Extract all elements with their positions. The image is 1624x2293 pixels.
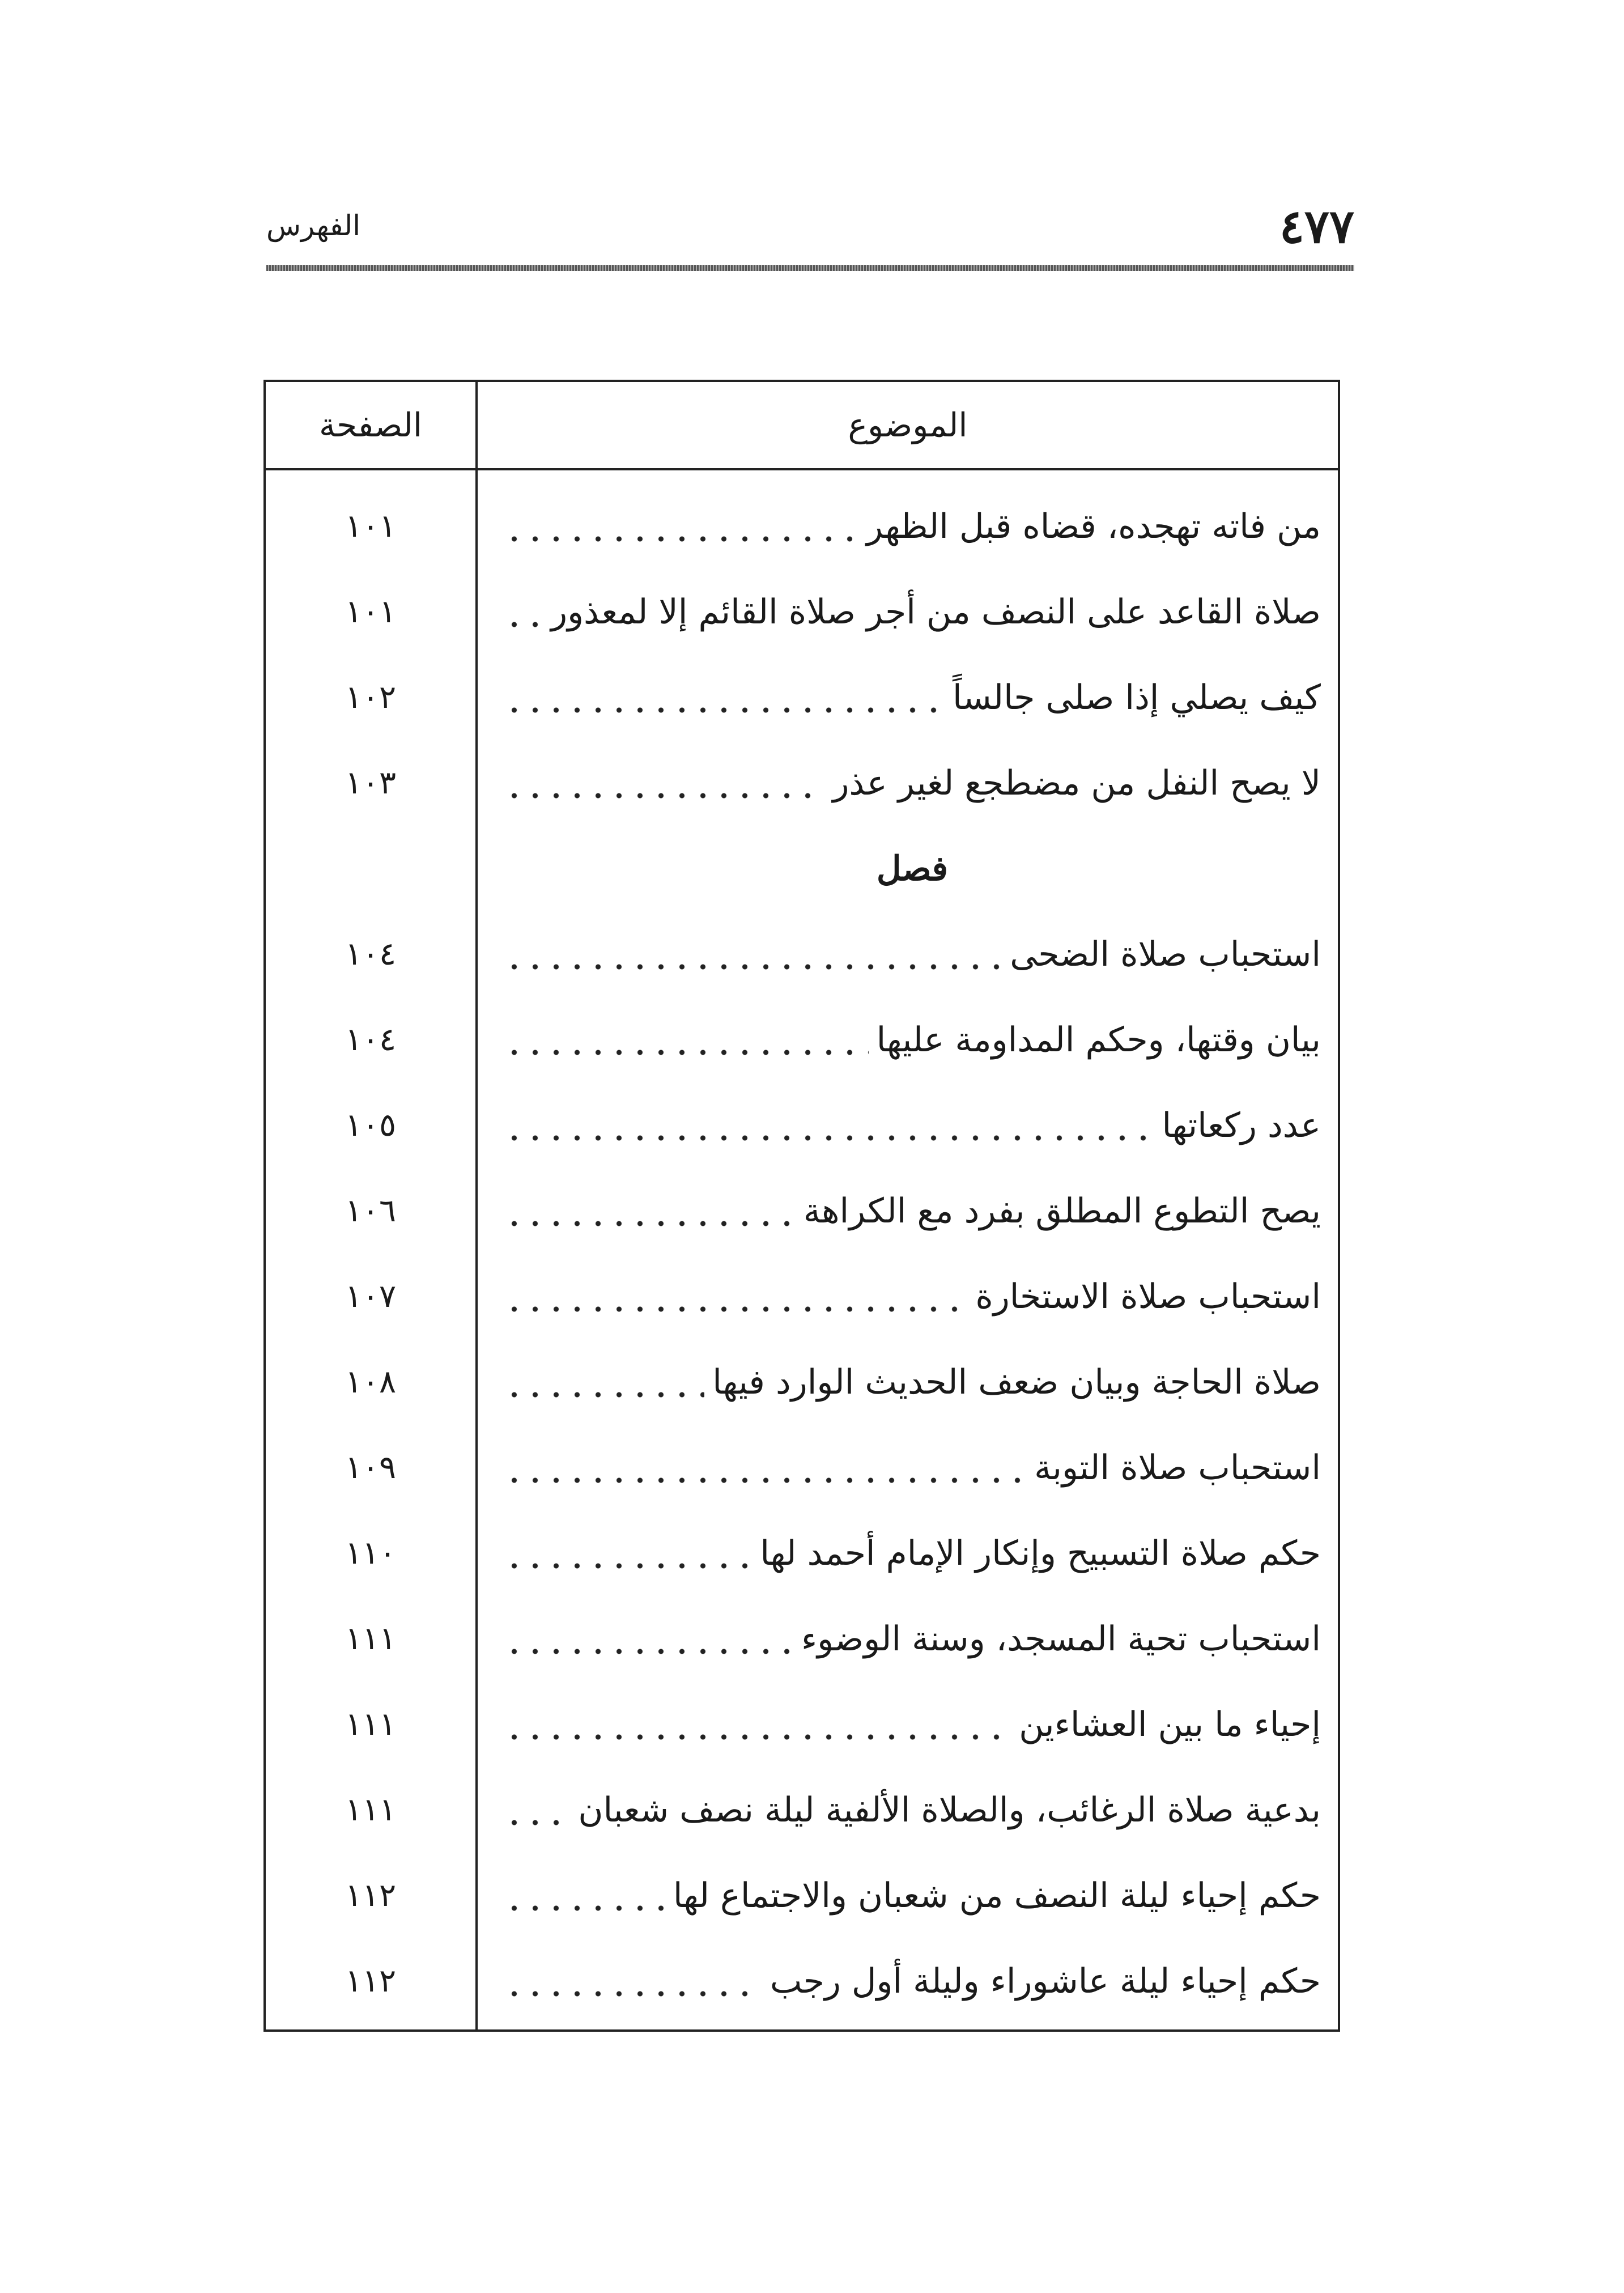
topic-cell	[504, 1440, 1321, 1496]
page-number: ٤٧٧	[1279, 199, 1354, 254]
index-table	[263, 380, 1340, 2032]
topic-column-header: الموضوع	[848, 406, 968, 444]
page-cell: ١١٢	[345, 1963, 397, 1999]
table-row	[266, 926, 1338, 1012]
topic-text: عدد ركعاتها	[1162, 1106, 1321, 1145]
topic-text: صلاة الحاجة وبيان ضعف الحديث الوارد فيها	[712, 1362, 1321, 1402]
table-row	[266, 1354, 1338, 1440]
page-cell: ١٠٦	[345, 1192, 397, 1229]
dot-leader	[504, 1561, 752, 1570]
header-rule	[266, 265, 1354, 271]
page-cell: ١١١	[345, 1620, 397, 1657]
page-cell: ١٠٤	[345, 1021, 397, 1058]
dot-leader	[504, 534, 858, 543]
dot-leader	[504, 1219, 796, 1228]
topic-text: إحياء ما بين العشاءين	[1019, 1705, 1321, 1744]
topic-cell	[504, 1354, 1321, 1411]
table-row	[266, 1867, 1338, 1953]
dot-leader	[504, 962, 1002, 971]
topic-cell	[504, 584, 1321, 640]
page-cell: ١١١	[345, 1791, 397, 1828]
table-row	[266, 584, 1338, 669]
topic-cell	[504, 498, 1321, 555]
topic-cell	[504, 926, 1321, 983]
page-cell: ١٠٥	[345, 1107, 397, 1144]
page-cell: ١٠٣	[345, 765, 397, 801]
table-row	[266, 1183, 1338, 1268]
dot-leader	[504, 1390, 704, 1399]
topic-text: يصح التطوع المطلق بفرد مع الكراهة	[803, 1191, 1321, 1231]
topic-cell	[504, 1268, 1321, 1325]
topic-text: استحباب صلاة الضحى	[1010, 935, 1321, 974]
page-cell: ١١٠	[345, 1535, 397, 1572]
topic-cell	[504, 1696, 1321, 1753]
topic-text: من فاته تهجده، قضاه قبل الظهر	[866, 507, 1321, 546]
topic-cell	[504, 1012, 1321, 1068]
table-row	[266, 669, 1338, 755]
page-cell: ١٠١	[345, 593, 397, 630]
table-row	[266, 1440, 1338, 1525]
index-rows	[266, 498, 1338, 2039]
section-title: الفهرس	[266, 209, 361, 242]
table-row	[266, 1525, 1338, 1611]
topic-cell	[504, 1953, 1321, 2010]
table-header-row	[266, 382, 1338, 470]
topic-text: حكم إحياء ليلة النصف من شعبان والاجتماع لها	[673, 1876, 1321, 1916]
table-row	[266, 1696, 1338, 1782]
dot-leader	[504, 1305, 967, 1314]
topic-cell	[504, 1183, 1321, 1239]
page-cell: ١٠٨	[345, 1364, 397, 1400]
dot-leader	[504, 1647, 793, 1656]
topic-cell	[504, 1782, 1321, 1838]
dot-leader	[504, 1048, 869, 1057]
table-row	[266, 1782, 1338, 1867]
dot-leader	[504, 1989, 762, 1998]
page-cell: ١٠٢	[345, 679, 397, 716]
page-cell: ١٠١	[345, 508, 397, 545]
topic-cell	[504, 669, 1321, 726]
dot-leader	[504, 1733, 1011, 1742]
section-heading: فصل	[876, 849, 949, 889]
table-row	[266, 1953, 1338, 2039]
topic-text: صلاة القاعد على النصف من أجر صلاة القائم إلا لمعذور	[551, 592, 1321, 632]
topic-cell	[504, 1525, 1321, 1582]
table-row	[266, 1611, 1338, 1696]
page-cell	[266, 840, 475, 897]
page-cell: ١١٢	[345, 1877, 397, 1914]
topic-text: حكم إحياء ليلة عاشوراء وليلة أول رجب	[770, 1961, 1321, 2001]
dot-leader	[504, 706, 945, 715]
page-header	[266, 198, 1354, 278]
dot-leader	[504, 620, 543, 629]
topic-text: لا يصح النفل من مضطجع لغير عذر	[832, 763, 1321, 803]
page-cell: ١٠٩	[345, 1449, 397, 1486]
dot-leader	[504, 1904, 665, 1913]
topic-text: كيف يصلي إذا صلى جالساً	[952, 678, 1321, 717]
topic-text: بدعية صلاة الرغائب، والصلاة الألفية ليلة نصف شعبان	[578, 1790, 1321, 1830]
section-heading-row	[266, 840, 1338, 926]
topic-text: بيان وقتها، وحكم المداومة عليها	[876, 1020, 1321, 1060]
dot-leader	[504, 1476, 1026, 1485]
topic-cell	[504, 840, 1321, 897]
table-row	[266, 1012, 1338, 1097]
page-cell: ١٠٤	[345, 936, 397, 973]
table-row	[266, 1268, 1338, 1354]
page-column-header: الصفحة	[319, 406, 422, 444]
dot-leader	[504, 791, 824, 800]
table-row	[266, 498, 1338, 584]
topic-cell	[504, 1097, 1321, 1154]
topic-text: استحباب صلاة التوبة	[1034, 1448, 1321, 1488]
topic-cell	[504, 1867, 1321, 1924]
dot-leader	[504, 1818, 570, 1827]
table-row	[266, 1097, 1338, 1183]
page-cell: ١١١	[345, 1706, 397, 1743]
topic-cell	[504, 1611, 1321, 1667]
table-row	[266, 755, 1338, 840]
topic-text: استحباب تحية المسجد، وسنة الوضوء	[801, 1619, 1321, 1659]
topic-text: استحباب صلاة الاستخارة	[975, 1277, 1321, 1317]
topic-cell	[504, 755, 1321, 812]
topic-text: حكم صلاة التسبيح وإنكار الإمام أحمد لها	[760, 1534, 1321, 1573]
dot-leader	[504, 1133, 1154, 1143]
page-cell: ١٠٧	[345, 1278, 397, 1315]
